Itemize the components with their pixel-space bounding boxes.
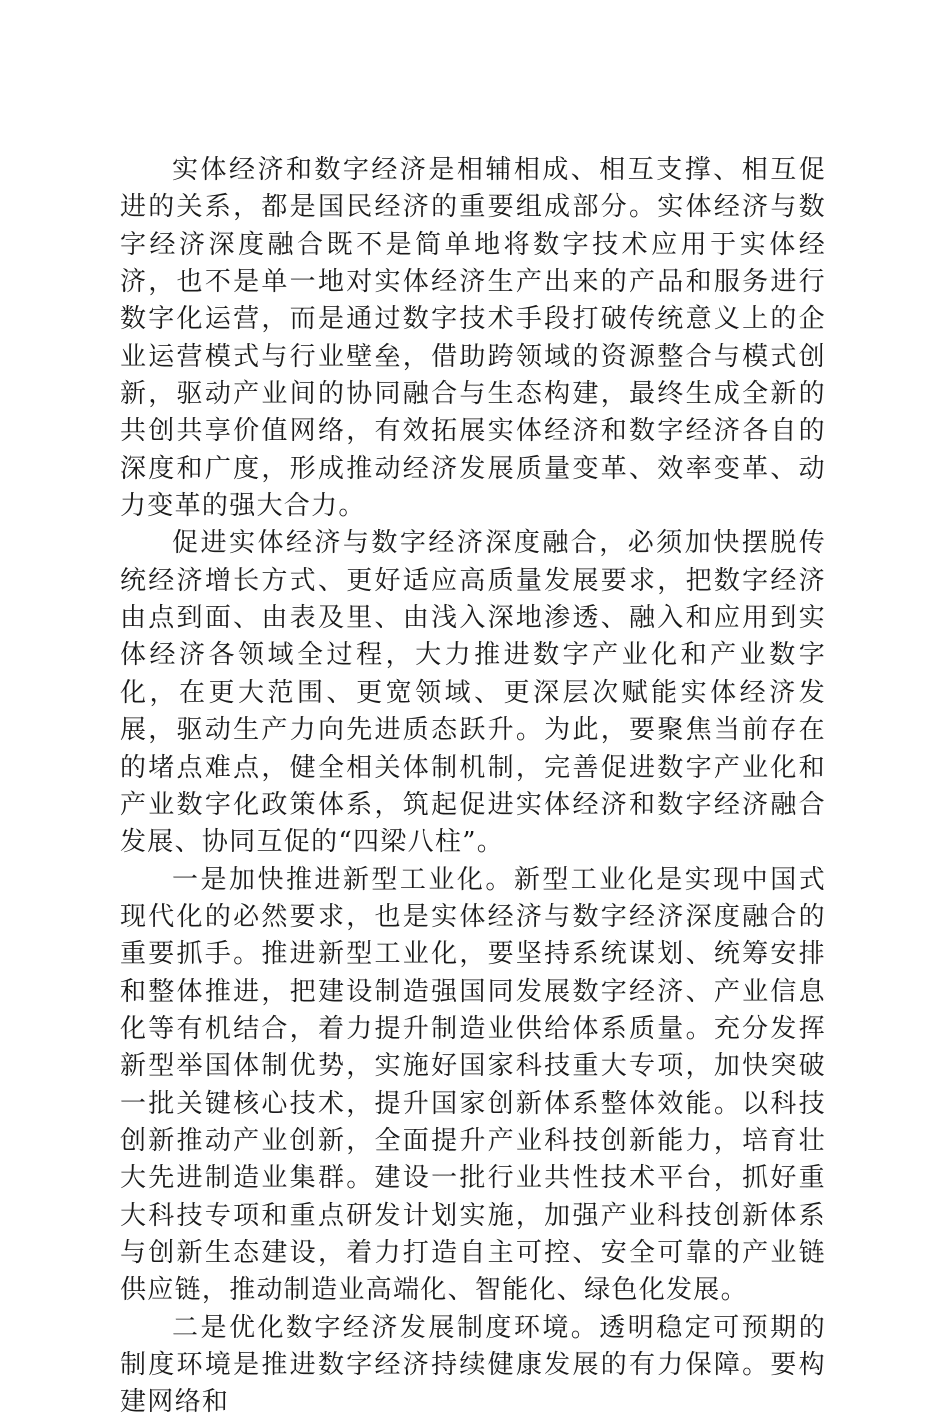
paragraph-new-industrialization: 一是加快推进新型工业化。新型工业化是实现中国式现代化的必然要求，也是实体经济与数字经济深度融合的重要抓手。推进新型工业化，要坚持系统谋划、统筹安排和整体推进，把建设制造强国同发展数字经济、产业信息化等有机结合，着力提升制造业供给体系质量。充分发挥新型举国体制优势，实施好国家科技重大专项，加快突破一批关键核心技术，提升国家创新体系整体效能。以科技创新推动产业创新，全面提升产业科技创新能力，培育壮大先进制造业集群。建设一批行业共性技术平台，抓好重大科技专项和重点研发计划实施，加强产业科技创新体系与创新生态建设，着力打造自主可控、安全可靠的产业链供应链，推动制造业高端化、智能化、绿色化发展。 xyxy=(120,864,826,1306)
body-text xyxy=(120,152,826,1422)
paragraph-intro: 实体经济和数字经济是相辅相成、相互支撑、相互促进的关系，都是国民经济的重要组成部分。实体经济与数字经济深度融合既不是简单地将数字技术应用于实体经济，也不是单一地对实体经济生产出来的产品和服务进行数字化运营，而是通过数字技术手段打破传统意义上的企业运营模式与行业壁垒，借助跨领域的资源整合与模式创新，驱动产业间的协同融合与生态构建，最终生成全新的共创共享价值网络，有效拓展实体经济和数字经济各自的深度和广度，形成推动经济发展质量变革、效率变革、动力变革的强大合力。 xyxy=(120,155,826,522)
paragraph-institutional-environment: 二是优化数字经济发展制度环境。透明稳定可预期的制度环境是推进数字经济持续健康发展的有力保障。要构建网络和 xyxy=(120,1312,826,1418)
paragraph-promote-integration: 促进实体经济与数字经济深度融合，必须加快摆脱传统经济增长方式、更好适应高质量发展要求，把数字经济由点到面、由表及里、由浅入深地渗透、融入和应用到实体经济各领域全过程，大力推进数字产业化和产业数字化，在更大范围、更宽领域、更深层次赋能实体经济发展，驱动生产力向先进质态跃升。为此，要聚焦当前存在的堵点难点，健全相关体制机制，完善促进数字产业化和产业数字化政策体系，筑起促进实体经济和数字经济融合发展、协同互促的“四梁八柱”。 xyxy=(120,528,826,858)
